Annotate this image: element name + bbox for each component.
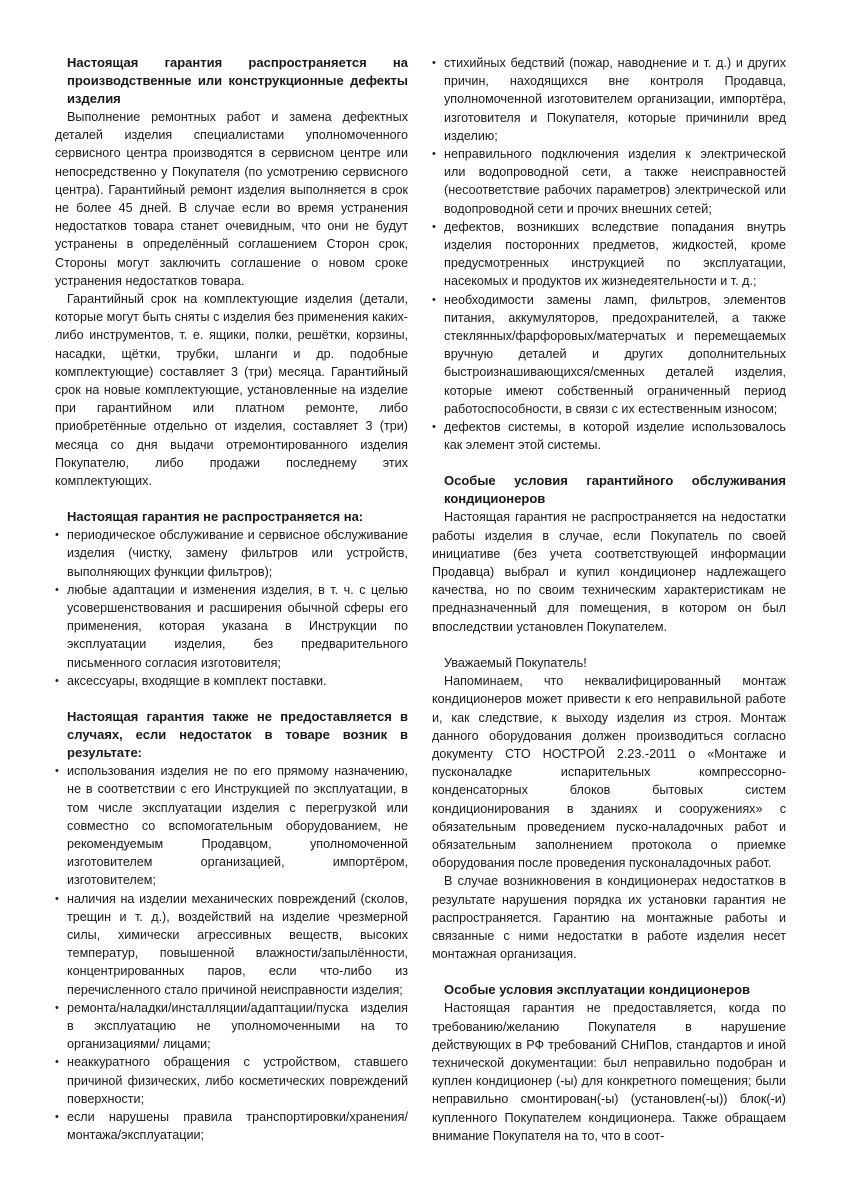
paragraph-ac-warranty: Настоящая гарантия не распространяется на недостатки работы изделия в случае, если Покупатель по своей инициативе (без учета соответствующей информации Продавца) выбрал и купил кондиционер надлежащего качества, но по своим техническим характеристикам не предназначенный для помещения, в котором он был впоследствии установлен Покупателем.	[432, 510, 786, 634]
list-item: • неправильного подключения изделия к электрической или водопроводной сети, а также неисправностей (несоответствие рабочих параметров) электрической или водопроводной сети и прочих внешних сетей;	[432, 145, 786, 218]
list-item: • наличия на изделии механических повреждений (сколов, трещин и т. д.), воздействий на изделие чрезмерной силы, химически агрессивных веществ, высоких температур, повышенной влажности/запылённости, концентрированных паров, если что-либо из перечисленного стало причиной неисправности изделия;	[55, 890, 408, 999]
list-item: • если нарушены правила транспортировки/хранения/монтажа/эксплуатации;	[55, 1108, 408, 1144]
list-item: • ремонта/наладки/инсталляции/адаптации/пуска изделия в эксплуатацию не уполномоченными на то организациями/ лицами;	[55, 999, 408, 1054]
heading-not-provided: Настоящая гарантия также не предоставляется в случаях, если недостаток в товаре возник в результате:	[67, 709, 408, 761]
paragraph-repair: Выполнение ремонтных работ и замена дефектных деталей изделия специалистами уполномоченного сервисного центра производятся в сервисном центре или непосредственно у Покупателя (по усмотрению сервисного центра). Гарантийный ремонт изделия выполняется в срок не более 45 дней. В случае если во время устранения недостатков товара станет очевидным, что они не будут устранены в определённый соглашением Сторон срок, Стороны могут заключить соглашение о новом сроке устранения недостатков товара.	[55, 110, 408, 288]
heading-ac-operation: Особые условия эксплуатации кондиционеров	[444, 982, 751, 998]
list-not-provided-continued	[432, 54, 786, 454]
list-item: • аксессуары, входящие в комплект поставки.	[55, 672, 408, 690]
list-item: • любые адаптации и изменения изделия, в т. ч. с целью усовершенствования и расширения обычной сферы его применения, которая указана в Инструкции по эксплуатации изделия, без предварительного письменного согласия изготовителя;	[55, 581, 408, 672]
list-item: • периодическое обслуживание и сервисное обслуживание изделия (чистку, замену фильтров или устройств, выполняющих функции фильтров);	[55, 526, 408, 581]
list-not-provided	[55, 762, 408, 1144]
heading-defects: Настоящая гарантия распространяется на производственные или конструкционные дефекты изделия	[67, 55, 408, 106]
list-not-covered	[55, 526, 408, 690]
paragraph-installation-warranty: В случае возникновения в кондиционерах недостатков в результате нарушения порядка их установки гарантия не распространяется. Гарантию на монтажные работы и связанные с ними недостатки в работе изделия несет монтажная организация.	[432, 874, 786, 962]
paragraph-ac-operation: Настоящая гарантия не предоставляется, когда по требованию/желанию Покупателя в нарушение действующих в РФ требований СНиПов, стандартов и иной технической документации: был неправильно подобран и куплен кондиционер (-ы) для конкретного помещения; были неправильно смонтирован(-ы) (установлен(-ы)) блок(-и) купленного Покупателем кондиционера. Также обращаем внимание Покупателя на то, что в соот-	[432, 1001, 786, 1143]
list-item: • необходимости замены ламп, фильтров, элементов питания, аккумуляторов, предохранителей, а также стеклянных/фарфоровых/матерчатых и перемещаемых вручную деталей и других дополнительных быстроизнашивающихся/сменных деталей изделия, которые имеют собственный ограниченный период работоспособности, в связи с их естественным износом;	[432, 291, 786, 418]
left-column	[55, 54, 408, 1144]
list-item: • стихийных бедствий (пожар, наводнение и т. д.) и других причин, находящихся вне контроля Продавца, уполномоченной изготовителем организации, импортёра, изготовителя и Покупателя, которые причинили вред изделию;	[432, 54, 786, 145]
heading-not-covered: Настоящая гарантия не распространяется на:	[67, 509, 364, 525]
greeting: Уважаемый Покупатель!	[444, 655, 587, 670]
right-column	[432, 54, 786, 1145]
list-item: • дефектов, возникших вследствие попадания внутрь изделия посторонних предметов, жидкостей, кроме предусмотренных инструкцией по эксплуатации, насекомых и продуктов их жизнедеятельности и т. д.;	[432, 218, 786, 291]
list-item: • использования изделия не по его прямому назначению, не в соответствии с его Инструкцией по эксплуатации, в том числе эксплуатации изделия с перегрузкой или совместно со вспомогательным оборудованием, не рекомендуемым Продавцом, уполномоченной изготовителем организацией, импортёром, изготовителем;	[55, 762, 408, 889]
heading-ac-warranty: Особые условия гарантийного обслуживания кондиционеров	[444, 473, 786, 507]
list-item: • неаккуратного обращения с устройством, ставшего причиной физических, либо косметических повреждений поверхности;	[55, 1053, 408, 1108]
paragraph-installation: Напоминаем, что неквалифицированный монтаж кондиционеров может привести к его неправильной работе и, как следствие, к выходу изделия из строя. Монтаж данного оборудования должен производиться согласно документу СТО НОСТРОЙ 2.23.-2011 о «Монтаже и пусконаладке испарительных компрессорно-конденсаторных блоков бытовых систем кондиционирования в зданиях и сооружениях» с обязательным проведением пуско-наладочных работ и обязательным заполнением протокола о приемке оборудования после проведения пусконаладочных работ.	[432, 674, 786, 871]
paragraph-components: Гарантийный срок на комплектующие изделия (детали, которые могут быть сняты с изделия без применения каких-либо инструментов, т. е. ящики, полки, решётки, корзины, насадки, щётки, трубки, шланги и др. подобные комплектующие) составляет 3 (три) месяца. Гарантийный срок на новые комплектующие, установленные на изделие при гарантийном или платном ремонте, либо приобретённые отдельно от изделия, составляет 3 (три) месяца со дня выдачи отремонтированного изделия Покупателю, либо продажи последнему этих комплектующих.	[55, 292, 408, 489]
list-item: • дефектов системы, в которой изделие использовалось как элемент этой системы.	[432, 418, 786, 454]
